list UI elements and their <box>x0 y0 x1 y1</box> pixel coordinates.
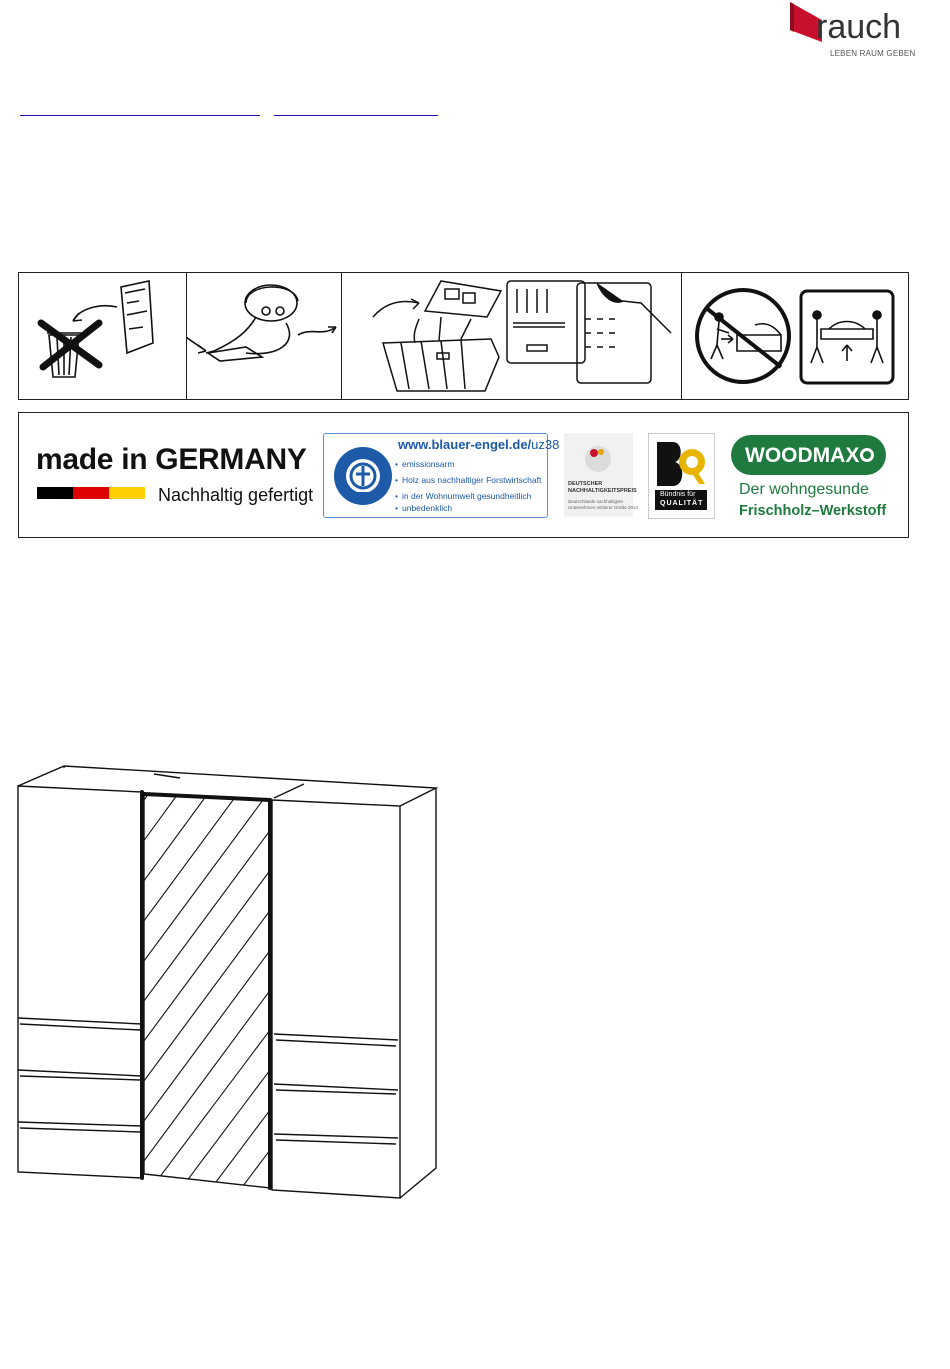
logo-tagline: LEBEN RAUM GEBEN <box>830 49 916 58</box>
certification-band <box>18 412 909 538</box>
bq-badge <box>648 433 715 519</box>
blauer-engel-url-suffix: uz38 <box>531 437 560 452</box>
blauer-engel-point: • Holz aus nachhaltiger Forstwirtschaft <box>402 475 541 485</box>
woodmax-name: WOODMAX <box>745 444 860 467</box>
woodmax-line2: Frischholz–Werkstoff <box>739 503 887 519</box>
logo-wordmark: rauch <box>816 8 902 46</box>
blauer-engel-url <box>398 437 559 452</box>
woodmax-leaf-icon <box>857 445 877 465</box>
award-small-1: Deutschlands nachhaltigste <box>568 499 624 504</box>
blauer-engel-point-continued: • unbedenklich <box>402 503 452 513</box>
panel-do-not-discard <box>19 273 187 399</box>
rauch-logo <box>786 2 916 62</box>
document-link-1[interactable] <box>20 95 260 116</box>
blauer-engel-point: • emissionsarm <box>402 459 454 469</box>
document-link-2[interactable] <box>274 95 438 116</box>
made-in-germany-subtitle: Nachhaltig gefertigt <box>158 485 314 505</box>
made-in-germany-title: made in GERMANY <box>36 443 307 476</box>
award-title-2: NACHHALTIGKEITSPREIS <box>568 488 637 494</box>
woodmax-logo <box>731 435 886 475</box>
award-title-1: DEUTSCHER <box>568 481 603 487</box>
instruction-strip <box>18 272 909 400</box>
wardrobe-illustration <box>14 758 444 1203</box>
award-sphere-icon <box>584 441 612 477</box>
nachhaltigkeitspreis-badge <box>564 433 639 517</box>
bq-caption-1: Bündnis für <box>660 491 696 498</box>
panel-keep-instructions <box>341 273 682 399</box>
bq-caption <box>655 490 707 510</box>
woodmax-line1: Der wohngesunde <box>739 481 869 498</box>
keep-instructions-icon <box>341 273 681 399</box>
blauer-engel-url-prefix: www.blauer-engel.de/ <box>398 437 532 452</box>
lift-carry-icon <box>799 289 895 385</box>
do-not-discard-icon <box>19 273 186 399</box>
blauer-engel-badge <box>323 433 560 518</box>
read-instructions-icon <box>186 273 341 399</box>
wardrobe-drawing <box>14 758 444 1203</box>
bq-logo-icon <box>655 440 707 488</box>
bq-caption-2: QUALITÄT <box>660 500 704 507</box>
blauer-engel-seal-icon <box>332 440 394 510</box>
award-small-2: Unternehmen mittlerer Größe 2014 <box>568 505 639 510</box>
panel-read-instructions <box>186 273 342 399</box>
panel-handling <box>681 273 908 399</box>
blauer-engel-point: • in der Wohnumwelt gesundheitlich <box>402 491 531 501</box>
german-flag-bar <box>37 487 145 499</box>
